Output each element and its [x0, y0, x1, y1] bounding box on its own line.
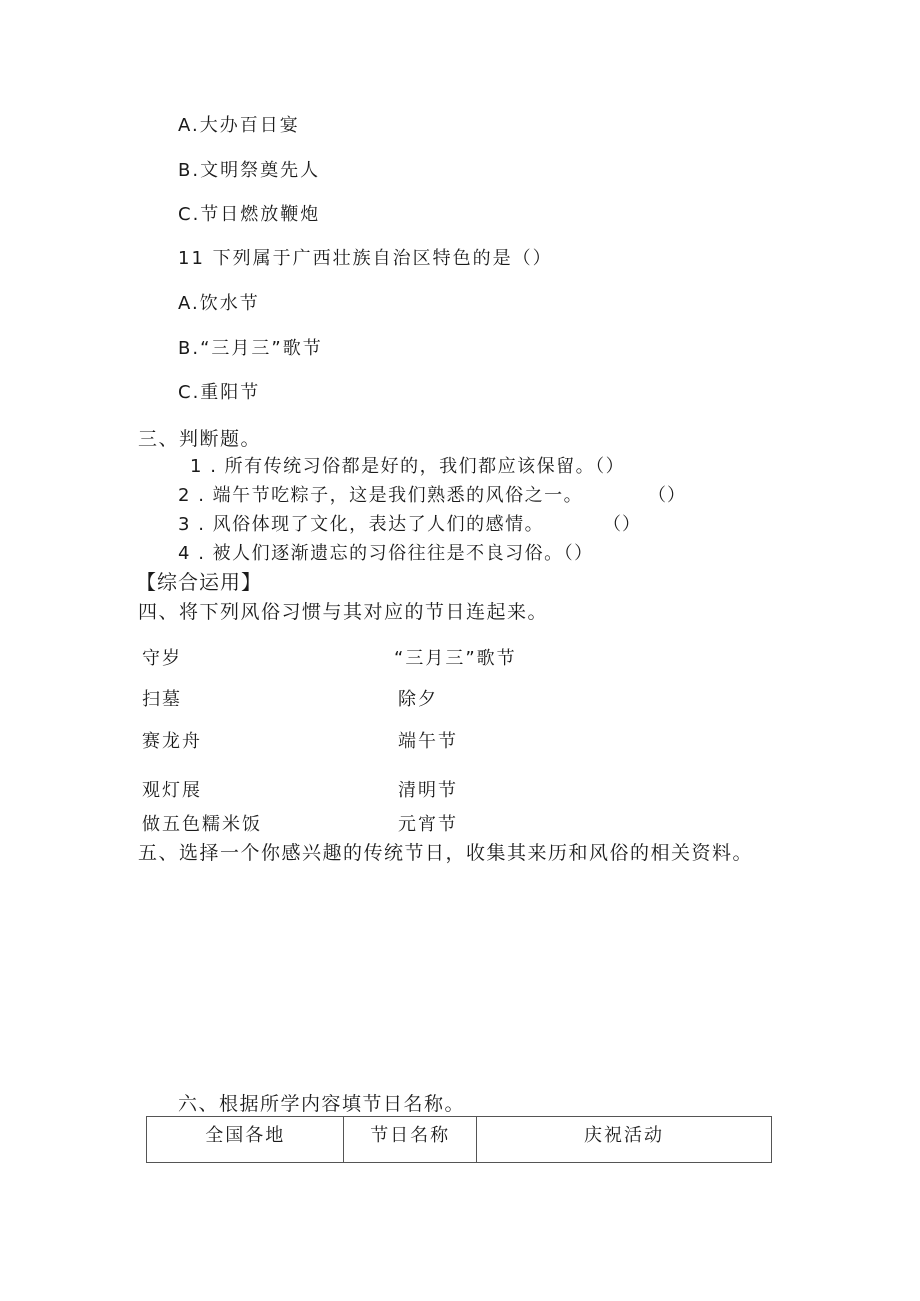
- festival-item: 清明节: [398, 780, 458, 801]
- option-letter: C.: [178, 204, 201, 225]
- judge-text: . 所有传统习俗都是好的，我们都应该保留。: [210, 456, 596, 477]
- option-text: “三月三”歌节: [200, 338, 323, 359]
- section5-title: 五、选择一个你感兴趣的传统节日，收集其来历和风俗的相关资料。: [138, 842, 754, 864]
- option-letter: B.: [178, 160, 201, 181]
- judge-text: . 端午节吃粽子，这是我们熟悉的风俗之一。: [198, 485, 584, 506]
- option-text: 重阳节: [200, 382, 261, 403]
- festival-item: 端午节: [398, 731, 458, 752]
- judge-number: 2: [178, 485, 191, 506]
- section6-title: 六、根据所学内容填节日名称。: [178, 1093, 466, 1115]
- option-text: 饮水节: [199, 293, 260, 314]
- header-region: 全国各地: [147, 1117, 344, 1163]
- option-letter: B.: [178, 338, 201, 359]
- option-letter: A.: [178, 293, 200, 314]
- judge-paren-2: （）: [648, 485, 686, 506]
- judge-text: . 风俗体现了文化，表达了人们的感情。: [198, 514, 545, 535]
- judge-item-4: [178, 543, 594, 565]
- q10-option-a: [178, 115, 300, 137]
- festival-table: [146, 1116, 772, 1163]
- header-festival-name: 节日名称: [344, 1117, 476, 1163]
- custom-item: 扫墓: [142, 689, 182, 710]
- q10-option-c: [178, 204, 320, 226]
- header-celebration: 庆祝活动: [476, 1117, 771, 1163]
- option-letter: A.: [178, 115, 200, 136]
- section3-title: 三、判断题。: [138, 428, 262, 450]
- judge-paren: （）: [563, 543, 594, 564]
- option-text: 大办百日宴: [199, 115, 300, 136]
- judge-number: 1: [190, 456, 203, 477]
- judge-paren: （）: [595, 456, 626, 477]
- q10-option-b: [178, 160, 320, 182]
- q11-option-c: [178, 382, 260, 404]
- q11-question: 11 下列属于广西壮族自治区特色的是（）: [178, 248, 553, 269]
- judge-text: . 被人们逐渐遗忘的习俗往往是不良习俗。: [198, 543, 564, 564]
- option-letter: C.: [178, 382, 201, 403]
- custom-item: 做五色糯米饭: [142, 814, 262, 835]
- festival-item: 元宵节: [398, 814, 458, 835]
- judge-number: 3: [178, 514, 191, 535]
- custom-item: 赛龙舟: [142, 731, 202, 752]
- judge-paren-3: （）: [603, 514, 641, 535]
- judge-item-1: [190, 456, 625, 478]
- festival-item: 除夕: [398, 689, 438, 710]
- q11-option-a: [178, 293, 260, 315]
- q11-option-b: [178, 338, 323, 360]
- option-text: 文明祭奠先人: [200, 160, 321, 181]
- custom-item: 观灯展: [142, 780, 202, 801]
- festival-item: “三月三”歌节: [394, 648, 517, 669]
- judge-item-2: [178, 485, 583, 507]
- comprehensive-title: 【综合运用】: [136, 570, 262, 594]
- option-text: 节日燃放鞭炮: [200, 204, 321, 225]
- custom-item: 守岁: [142, 648, 182, 669]
- judge-number: 4: [178, 543, 191, 564]
- table-header-row: [147, 1117, 772, 1163]
- judge-item-3: [178, 514, 544, 536]
- section4-title: 四、将下列风俗习惯与其对应的节日连起来。: [138, 601, 549, 623]
